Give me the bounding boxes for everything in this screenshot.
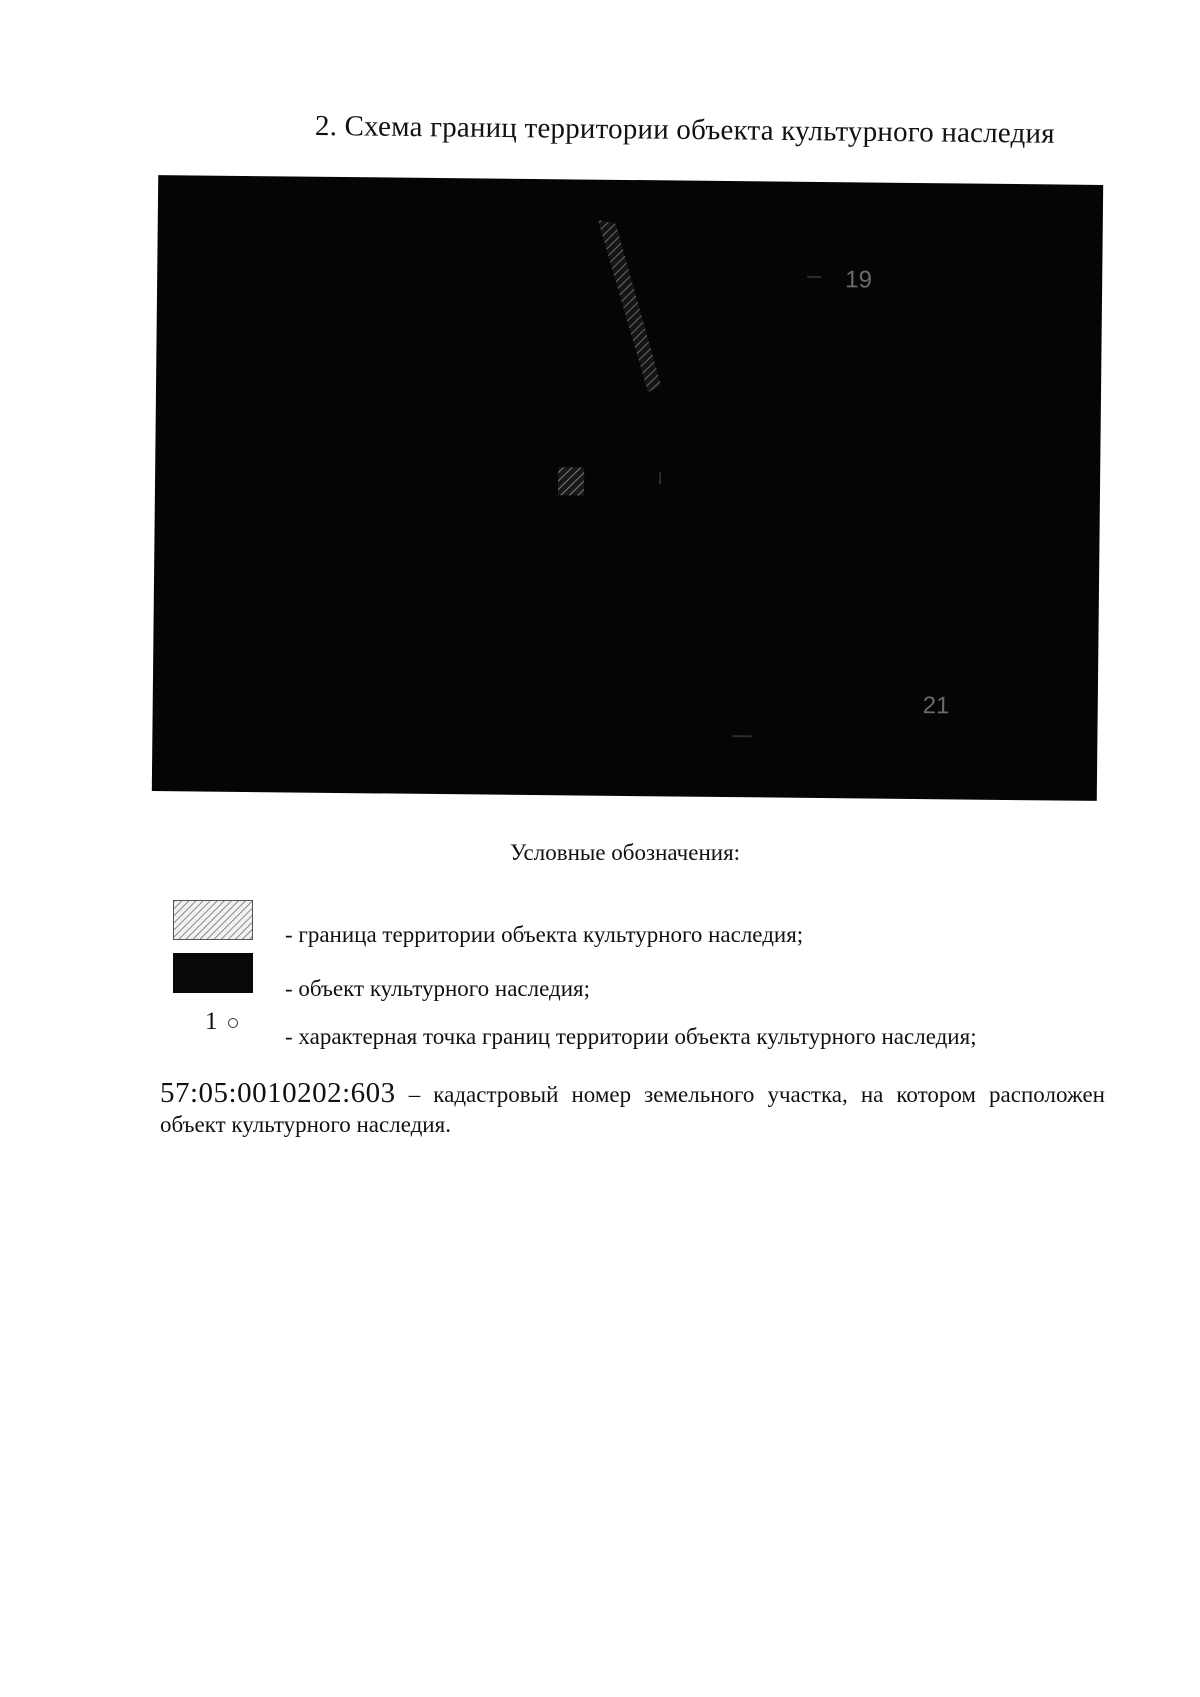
solid-black-swatch-icon [173,953,253,993]
page-title: 2. Схема границ территории объекта культурного наследия [314,110,1055,150]
circle-point-icon [228,1018,238,1028]
map-canvas [152,175,1103,801]
hatched-swatch-icon [173,900,253,940]
legend-item-object: - объект культурного наследия; [285,976,590,1001]
map-point-label: 21 [922,692,950,720]
legend-item-boundary: - граница территории объекта культурного наследия; [285,922,804,947]
territory-boundary-strip [596,220,663,393]
legend-title: Условные обозначения: [510,840,741,865]
heritage-object-marker [558,467,584,495]
cadastral-description: – кадастровый номер земельного участка, на котором расположен объект культурного наследия. [160,1082,1105,1137]
legend-item-point: - характерная точка границ территории объекта культурного наследия; [285,1024,977,1049]
point-marker-icon [205,1008,238,1036]
cadastral-number: 57:05:0010202:603 [160,1077,396,1109]
boundary-map [152,175,1103,801]
map-point-label: 19 [845,266,873,294]
cadastral-note [160,1078,1105,1140]
point-marker-label: 1 [205,1008,218,1035]
